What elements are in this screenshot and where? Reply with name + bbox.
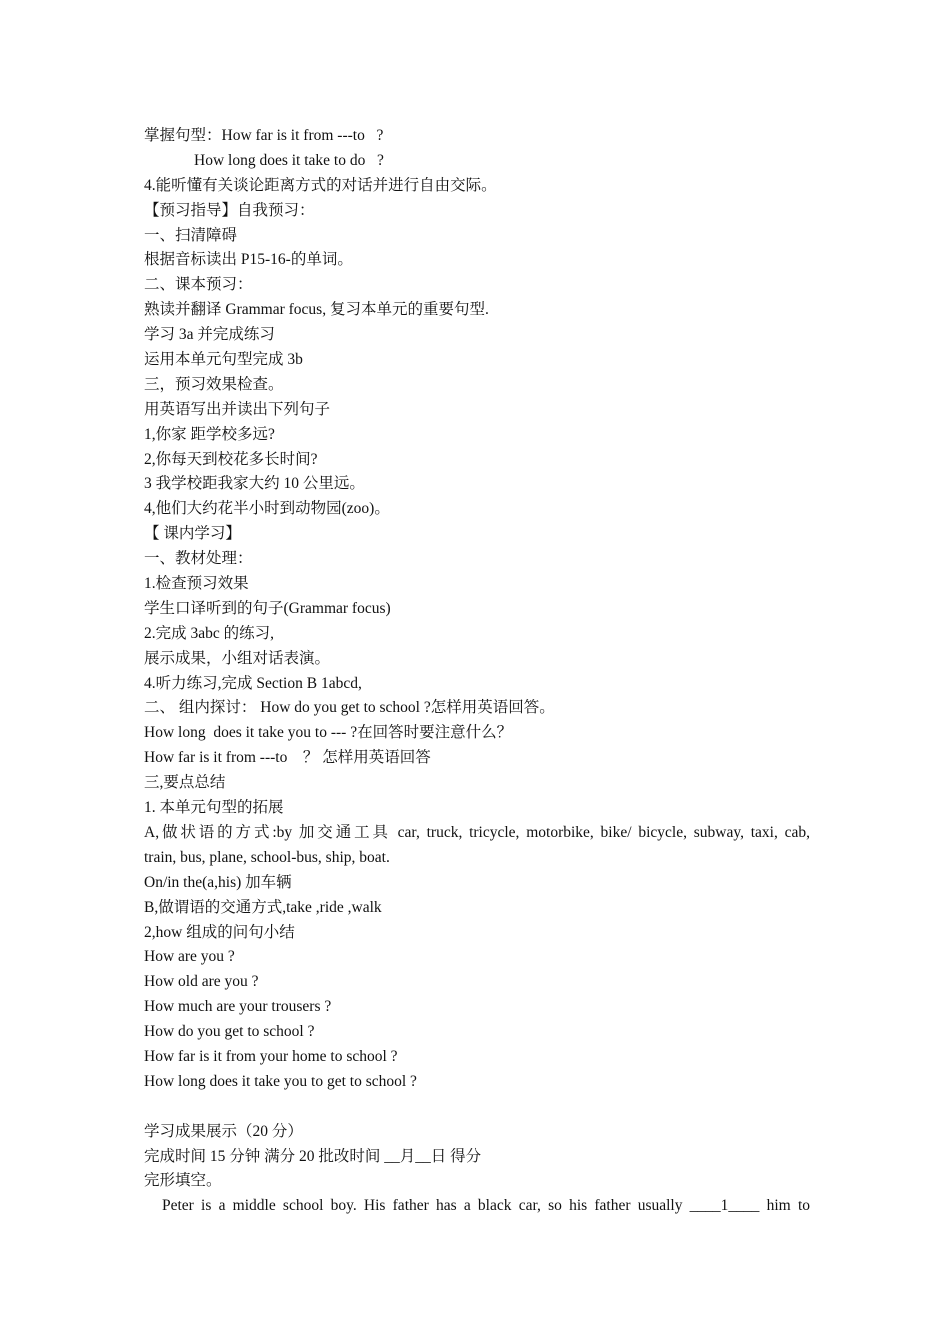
text-line-6: 根据音标读出 P15-16-的单词。 bbox=[144, 251, 353, 269]
section-heading-preview-guide: 【预习指导】自我预习： bbox=[144, 201, 315, 219]
document-page bbox=[144, 124, 810, 1219]
text-line-8: 熟读并翻译 Grammar focus, 复习本单元的重要句型. bbox=[144, 301, 489, 319]
text-line-29: A,做状语的方式:by 加交通工具 car, truck, tricycle, motorbike, bike/ bicycle, subway, taxi, cab, bbox=[144, 823, 810, 841]
text-line-44: Peter is a middle school boy. His father has a black car, so his father usually ____1____ him to bbox=[162, 1197, 810, 1215]
text-line-10: 运用本单元句型完成 3b bbox=[144, 351, 303, 369]
text-line-13: 1,你家 距学校多远? bbox=[144, 425, 275, 443]
text-line-35: How old are you ? bbox=[144, 973, 259, 991]
text-line-25: How long does it take you to --- ?在回答时要注意什么？ bbox=[144, 724, 513, 742]
text-line-21: 2.完成 3abc 的练习, bbox=[144, 624, 275, 642]
text-line-14: 2,你每天到校花多长时间? bbox=[144, 450, 318, 468]
blank-line bbox=[144, 1095, 810, 1120]
text-line-11: 三，预习效果检查。 bbox=[144, 375, 284, 393]
text-line-30: train, bus, plane, school-bus, ship, boat. bbox=[144, 848, 390, 866]
text-line-32: B,做谓语的交通方式,take ,ride ,walk bbox=[144, 898, 382, 916]
text-line-2: How long does it take to do ? bbox=[194, 151, 384, 169]
text-line-43: 完形填空。 bbox=[144, 1172, 222, 1190]
text-line-34: How are you ? bbox=[144, 948, 235, 966]
text-line-26: How far is it from ---to ？ 怎样用英语回答 bbox=[144, 749, 431, 767]
text-line-42: 完成时间 15 分钟 满分 20 批改时间 __月__日 得分 bbox=[144, 1147, 482, 1165]
text-line-12: 用英语写出并读出下列句子 bbox=[144, 400, 331, 418]
text-line-41: 学习成果展示（20 分） bbox=[144, 1122, 303, 1140]
text-line-39: How long does it take you to get to school ? bbox=[144, 1072, 417, 1090]
text-line-7: 二、课本预习： bbox=[144, 276, 253, 294]
text-line-16: 4,他们大约花半小时到动物园(zoo)。 bbox=[144, 500, 390, 518]
text-line-23: 4.听力练习,完成 Section B 1abcd, bbox=[144, 674, 362, 692]
text-line-18: 一、教材处理： bbox=[144, 550, 253, 568]
text-line-27: 三,要点总结 bbox=[144, 774, 226, 792]
text-line-9: 学习 3a 并完成练习 bbox=[144, 326, 275, 344]
text-line-1: 掌握句型：How far is it from ---to ? bbox=[144, 127, 384, 144]
text-line-37: How do you get to school ? bbox=[144, 1023, 315, 1041]
text-line-33: 2,how 组成的问句小结 bbox=[144, 923, 295, 941]
section-heading-in-class: 【 课内学习】 bbox=[144, 525, 241, 543]
text-line-5: 一、扫清障碍 bbox=[144, 226, 238, 244]
text-line-24: 二、 组内探讨： How do you get to school ?怎样用英语回答。 bbox=[144, 699, 555, 717]
text-line-38: How far is it from your home to school ? bbox=[144, 1047, 398, 1065]
text-line-19: 1.检查预习效果 bbox=[144, 575, 249, 593]
text-line-22: 展示成果，小组对话表演。 bbox=[144, 649, 331, 667]
text-line-31: On/in the(a,his) 加车辆 bbox=[144, 873, 292, 891]
text-line-20: 学生口译听到的句子(Grammar focus) bbox=[144, 599, 391, 617]
text-line-28: 1. 本单元句型的拓展 bbox=[144, 799, 284, 817]
text-line-15: 3 我学校距我家大约 10 公里远。 bbox=[144, 475, 365, 493]
text-line-36: How much are your trousers ? bbox=[144, 998, 332, 1016]
text-line-3: 4.能听懂有关谈论距离方式的对话并进行自由交际。 bbox=[144, 176, 497, 194]
